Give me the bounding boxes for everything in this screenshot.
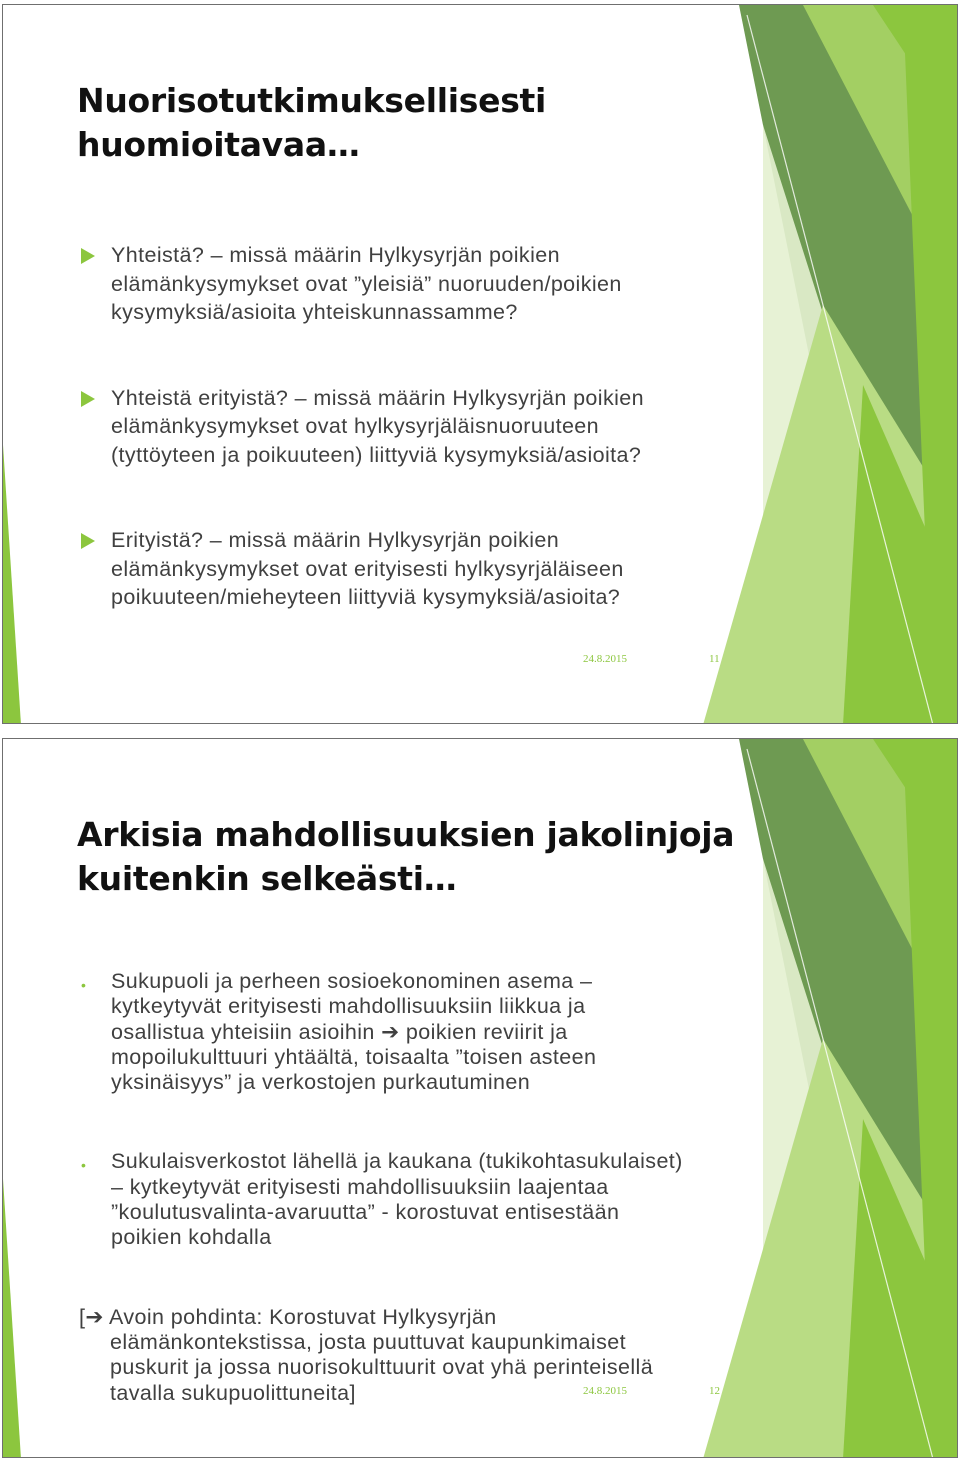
bullet-line: Erityistä? – missä määrin Hylkysyrjän poikien [111,528,560,552]
bullet-line: osallistua yhteisiin asioihin ➔ poikien reviirit ja [111,1019,568,1044]
triangle-bullet-icon [81,248,95,264]
dot-bullet-icon: • [81,977,87,993]
bullet-item [81,969,683,1095]
bullet-line: mopoilukulttuuri yhtäältä, toisaalta ”toisen asteen [111,1044,597,1069]
bullet-line: puskurit ja jossa nuorisokulttuurit ovat yhä perinteisellä [110,1355,654,1380]
bullet-list [81,241,644,612]
slide-title [77,813,734,901]
bullet-item [81,241,644,327]
triangle-bullet-icon [81,533,95,549]
bullet-line: elämänkysymykset ovat ”yleisiä” nuoruuden/poikien [111,271,622,296]
triangle-bullet-icon [81,391,95,407]
slide-date: 24.8.2015 [583,653,627,665]
bullet-item [81,526,644,612]
bullet-line: – kytkeytyvät erityisesti mahdollisuuksiin laajentaa [111,1174,609,1199]
slide-date: 24.8.2015 [583,1385,627,1397]
bullet-list [81,969,683,1406]
bullet-line: tavalla sukupuolittuneita] [110,1380,356,1405]
bullet-line: elämänkontekstissa, josta puuttuvat kaupunkimaiset [110,1329,626,1354]
slide-title [77,79,546,167]
bullet-line: yksinäisyys” ja verkostojen purkautuminen [111,1070,531,1095]
bullet-line: kytkeytyvät erityisesti mahdollisuuksiin liikkua ja [111,994,586,1019]
slide-12 [2,738,958,1458]
title-line: Nuorisotutkimuksellisesti [77,81,547,120]
title-line: Arkisia mahdollisuuksien jakolinjoja [77,815,735,854]
bullet-line: Yhteistä? – missä määrin Hylkysyrjän poikien [111,243,560,267]
bullet-line: poikien kohdalla [111,1225,272,1250]
title-line: huomioitavaa… [77,125,360,164]
bullet-line: Yhteistä erityistä? – missä määrin Hylkysyrjän poikien [111,385,645,410]
bullet-line: poikuuteen/mieheyteen liittyviä kysymyksiä/asioita? [111,585,621,609]
title-line: kuitenkin selkeästi… [77,859,457,898]
bullet-line: (tyttöyteen ja poikuuteen) liittyviä kysymyksiä/asioita? [111,442,642,467]
bullet-line: [➔ Avoin pohdinta: Korostuvat Hylkysyrjän [79,1304,497,1329]
bullet-item [81,1149,683,1250]
dot-bullet-icon: • [81,1157,87,1174]
bullet-line: Sukulaisverkostot lähellä ja kaukana (tukikohtasukulaiset) [111,1149,683,1174]
bullet-line: Sukupuoli ja perheen sosioekonominen asema – [111,969,593,993]
bullet-item [81,384,644,470]
bullet-line: elämänkysymykset ovat erityisesti hylkysyrjäläiseen [111,556,624,581]
bullet-line: ”koulutusvalinta-avaruutta” - korostuvat entisestään [111,1200,620,1225]
bullet-line: elämänkysymykset ovat hylkysyrjäläisnuoruuteen [111,414,600,438]
slide-11 [2,4,958,724]
bullet-line: kysymyksiä/asioita yhteiskunnassamme? [111,300,518,324]
slide-number: 12 [709,1385,720,1397]
slide-number: 11 [709,653,720,665]
